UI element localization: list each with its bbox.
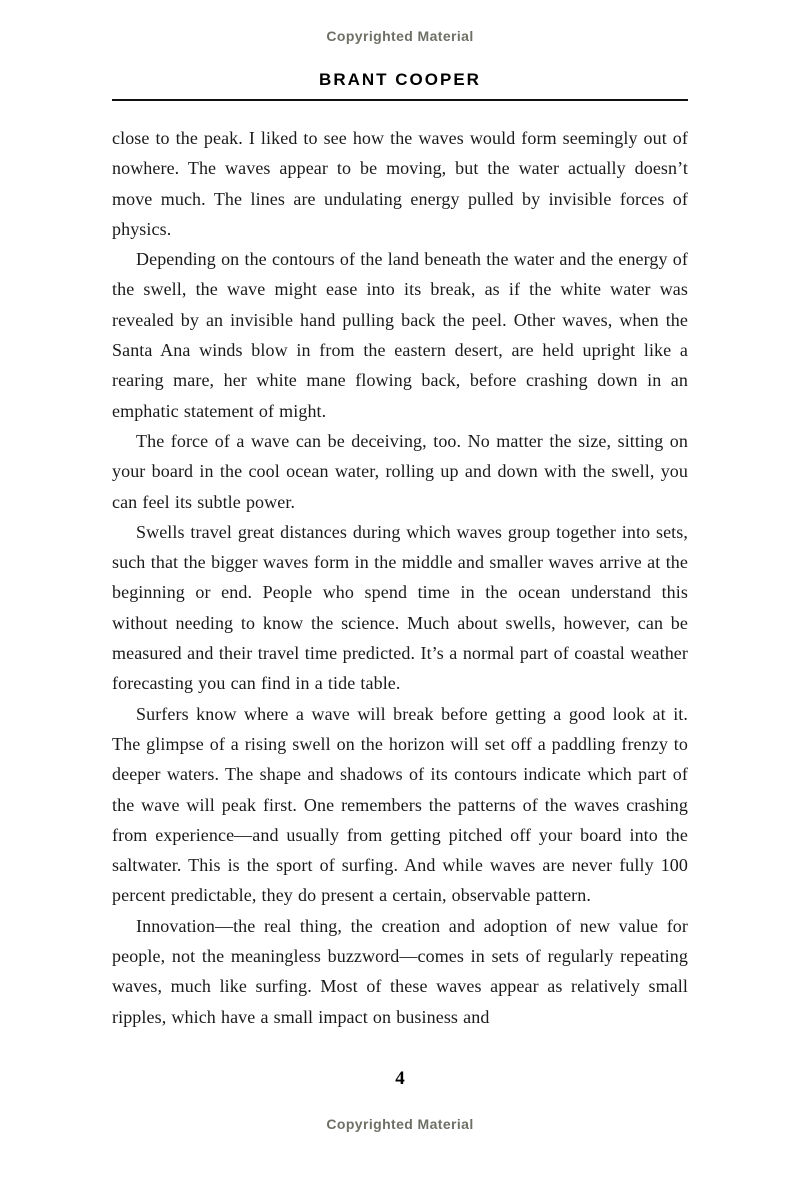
running-header-author: BRANT COOPER bbox=[319, 70, 481, 89]
paragraph: The force of a wave can be deceiving, too. No matter the size, sitting on your board in the cool ocean water, rolling up and down with the swell, you can feel its subtle power. bbox=[112, 430, 688, 512]
page-body bbox=[112, 123, 688, 1032]
paragraph: Innovation—the real thing, the creation and adoption of new value for people, not the meaningless buzzword—comes in sets of regularly repeating waves, much like surfing. Most of these waves appear as relatively small ripples, which have a small impact on business and bbox=[112, 915, 688, 1027]
page-number: 4 bbox=[395, 1067, 405, 1089]
paragraph: Depending on the contours of the land beneath the water and the energy of the swell, the wave might ease into its break, as if the white water was revealed by an invisible hand pulling back the peel. Other waves, when the Santa Ana winds blow in from the eastern desert, are held upright like a rearing mare, her white mane flowing back, before crashing down in an emphatic statement of might. bbox=[112, 249, 688, 421]
bottom-copyright-notice: Copyrighted Material bbox=[326, 1115, 474, 1132]
paragraph: Swells travel great distances during which waves group together into sets, such that the bigger waves form in the middle and smaller waves arrive at the beginning or end. People who spend time in the ocean understand this without needing to know the science. Much about swells, however, can be measured and their travel time predicted. It’s a normal part of coastal weather forecasting you can find in a tide table. bbox=[112, 521, 688, 694]
paragraph: close to the peak. I liked to see how the waves would form seemingly out of nowhere. The waves appear to be moving, but the water actually doesn’t move much. The lines are undulating energy pulled by invisible forces of physics. bbox=[112, 128, 688, 239]
top-copyright-notice: Copyrighted Material bbox=[326, 28, 474, 44]
paragraph: Surfers know where a wave will break before getting a good look at it. The glimpse of a rising swell on the horizon will set off a paddling frenzy to deeper waters. The shape and shadows of its contours indicate which part of the wave will peak first. One remembers the patterns of the waves crashing from experience—and usually from getting pitched off your board into the saltwater. This is the sport of surfing. And while waves are never fully 100 percent predictable, they do present a certain, observable pattern. bbox=[112, 703, 688, 906]
header-rule-divider bbox=[112, 99, 688, 101]
